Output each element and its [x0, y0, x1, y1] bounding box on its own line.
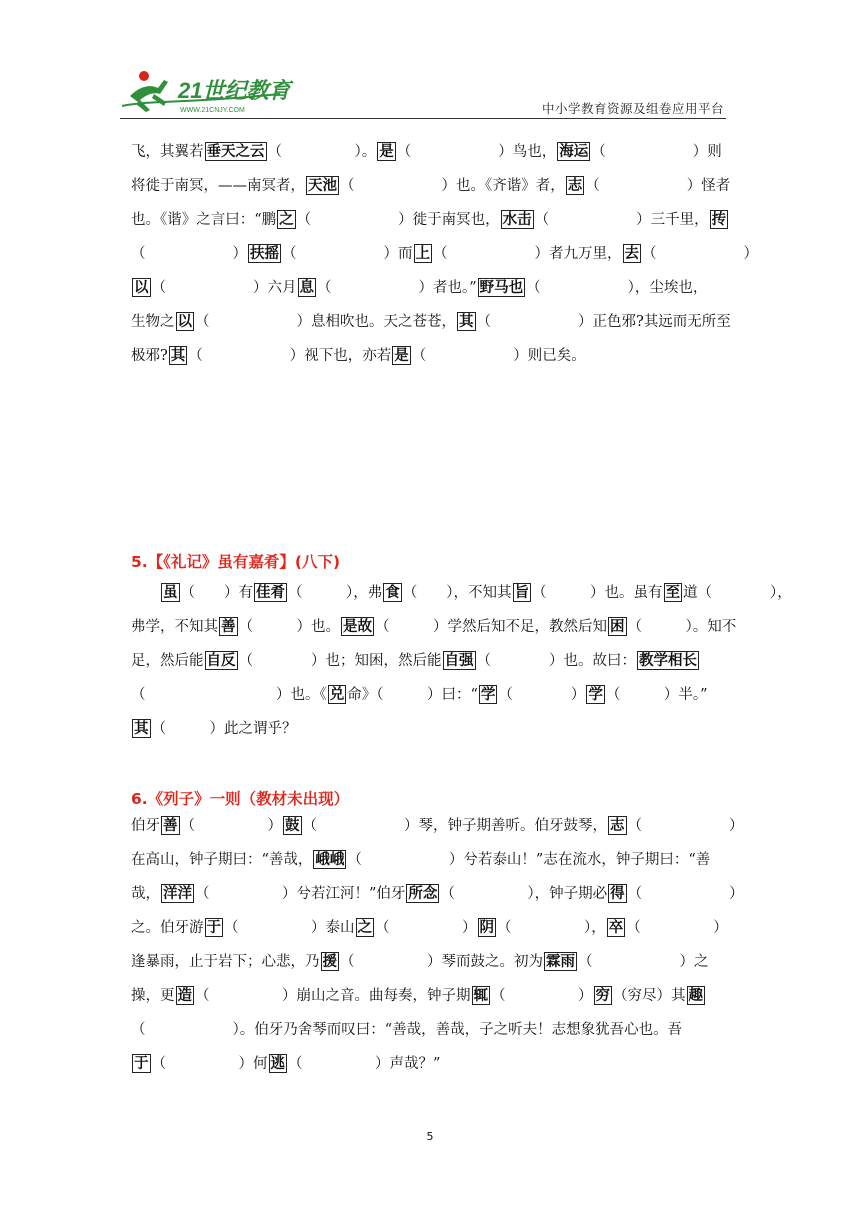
- keyword-box: 困: [610, 618, 625, 635]
- text-run: （ ）也。虽有: [532, 585, 663, 601]
- keyword-box: 水击: [502, 211, 532, 228]
- keyword-box: 霖雨: [546, 953, 575, 970]
- text-run: （ ）: [642, 246, 758, 262]
- keyword-box: 善: [163, 817, 178, 834]
- text-run: [131, 585, 160, 601]
- text-run: （ ）鸟也，: [396, 144, 557, 160]
- keyword-box: 息: [299, 279, 314, 296]
- keyword-box: 辄: [473, 987, 488, 1004]
- keyword-box: 天池: [308, 177, 337, 194]
- section6-title: 6.《列子》一则（教材未出现）: [131, 790, 350, 808]
- text-run: （ ）息相吹也。天之苍苍，: [195, 314, 456, 330]
- keyword-box: 至: [665, 584, 680, 601]
- text-run: （ ）。伯牙乃舍琴而叹曰：“善哉，善哉，子之听夫！志想象犹吾心也。吾: [131, 1022, 683, 1038]
- keyword-box: 之: [279, 211, 294, 228]
- keyword-box: 兑: [329, 686, 345, 703]
- section4-text: [131, 135, 758, 373]
- section5-title: 5.【《礼记》虽有嘉肴】(八下): [131, 553, 341, 571]
- keyword-box: 所念: [408, 885, 438, 902]
- text-run: （ ）声哉？”: [288, 1056, 441, 1072]
- keyword-box: 以: [177, 313, 192, 330]
- text-run: （ ）半。”: [605, 687, 708, 703]
- keyword-box: 善: [221, 618, 236, 635]
- text-run: （ ）: [627, 886, 744, 902]
- text-run: （ ）琴而鼓之。初为: [340, 954, 543, 970]
- platform-name: 中小学教育资源及组卷应用平台: [541, 101, 724, 116]
- keyword-box: 是故: [343, 618, 372, 635]
- text-run: （ ），尘埃也，: [526, 280, 708, 296]
- keyword-box: 洋洋: [163, 885, 192, 902]
- text-run: 生物之: [131, 314, 175, 330]
- text-run: （ ），钟子期必: [440, 886, 608, 902]
- text-run: 弗学，不知其: [131, 619, 218, 635]
- text-run: （ ）也。《: [131, 687, 327, 703]
- text-run: （ ）也。故曰：: [476, 653, 636, 669]
- keyword-box: 野马也: [479, 279, 524, 296]
- keyword-box: 是: [394, 347, 409, 364]
- text-line: [131, 678, 731, 712]
- text-run: 哉，: [131, 886, 160, 902]
- text-run: （ ）。: [267, 144, 377, 160]
- text-run: （ ）也。《齐谐》者，: [340, 178, 565, 194]
- text-line: [131, 979, 731, 1013]
- keyword-box: 志: [567, 177, 583, 194]
- keyword-box: 自反: [206, 652, 236, 669]
- text-run: （ ）琴，钟子期善听。伯牙鼓琴，: [302, 818, 607, 834]
- text-run: （ ）何: [151, 1056, 268, 1072]
- keyword-box: 其: [134, 720, 149, 737]
- text-line: [131, 237, 758, 271]
- keyword-box: 穷: [595, 987, 610, 1004]
- text-run: （ ）: [626, 920, 728, 936]
- text-line: [131, 644, 731, 678]
- text-run: （ ）。知不: [627, 619, 737, 635]
- text-run: 命》（ ）曰：“: [347, 687, 478, 703]
- text-run: （ ）: [180, 818, 282, 834]
- text-run: 之。伯牙游: [131, 920, 204, 936]
- text-run: （ ），: [497, 920, 606, 936]
- text-line: [131, 911, 731, 945]
- keyword-box: 教学相长: [639, 652, 697, 669]
- text-run: （ ）: [627, 818, 744, 834]
- text-line: [131, 271, 731, 305]
- text-run: （ ）也。: [238, 619, 340, 635]
- text-run: （ ）视下也，亦若: [188, 348, 392, 364]
- logo-url: WWW.21CNJY.COM: [180, 107, 245, 114]
- text-run: （ ）: [131, 246, 247, 262]
- text-run: （ ）兮若江河！”伯牙: [195, 886, 406, 902]
- section5-text: [131, 576, 792, 746]
- keyword-box: 以: [134, 279, 149, 296]
- keyword-box: 扶摇: [250, 245, 279, 262]
- text-run: （ ）学然后知不足，教然后知: [375, 619, 607, 635]
- keyword-box: 趣: [688, 987, 703, 1004]
- text-run: 道（ ），: [683, 585, 792, 601]
- text-run: 伯牙: [131, 818, 160, 834]
- keyword-box: 是: [379, 143, 394, 160]
- text-run: （ ）六月: [151, 280, 297, 296]
- text-run: （ ）怪者: [585, 178, 731, 194]
- text-run: （ ）三千里，: [534, 212, 709, 228]
- keyword-box: 自强: [444, 652, 474, 669]
- text-run: （ ）则已矣。: [411, 348, 586, 364]
- text-run: （ ）之: [578, 954, 709, 970]
- keyword-box: 于: [206, 919, 221, 936]
- text-run: （ ）: [491, 988, 593, 1004]
- text-run: （ ）徙于南冥也，: [296, 212, 500, 228]
- keyword-box: 佳肴: [256, 584, 285, 601]
- text-line: [131, 843, 731, 877]
- keyword-box: 上: [415, 245, 430, 262]
- logo: [120, 66, 320, 118]
- text-run: 操，更: [131, 988, 175, 1004]
- text-line: [131, 305, 731, 339]
- keyword-box: 援: [322, 953, 337, 970]
- page-number: 5: [426, 1130, 434, 1143]
- text-run: （ ）也；知困，然后能: [238, 653, 442, 669]
- logo-text: 21世纪教育: [178, 78, 291, 103]
- text-run: 极邪?: [131, 348, 168, 364]
- text-run: 也。《谐》之言曰：“鹏: [131, 212, 277, 228]
- text-run: （ ）而: [282, 246, 413, 262]
- text-line: [131, 945, 731, 979]
- keyword-box: 于: [134, 1055, 149, 1072]
- keyword-box: 去: [624, 245, 639, 262]
- keyword-box: 食: [385, 584, 400, 601]
- text-run: （ ）兮若泰山！”志在流水，钟子期曰：“善: [347, 852, 711, 868]
- text-run: 将徙于南冥，——南冥者，: [131, 178, 305, 194]
- text-run: （ ），不知其: [402, 585, 512, 601]
- keyword-box: 抟: [711, 211, 727, 228]
- header-divider: [120, 118, 726, 119]
- text-line: [131, 712, 731, 746]
- text-line: [131, 203, 731, 237]
- text-run: （ ）: [498, 687, 586, 703]
- text-run: （ ）崩山之音。曲每奏，钟子期: [195, 988, 471, 1004]
- text-run: （穷尽）其: [613, 988, 686, 1004]
- text-run: （ ）则: [591, 144, 722, 160]
- keyword-box: 旨: [514, 584, 529, 601]
- keyword-box: 学: [588, 686, 603, 703]
- section6-text: [131, 809, 744, 1081]
- text-line: [131, 809, 744, 843]
- text-line: [131, 610, 737, 644]
- text-run: （ ）者也。”: [317, 280, 477, 296]
- keyword-box: 阴: [479, 919, 494, 936]
- keyword-box: 学: [480, 686, 496, 703]
- text-line: [131, 1013, 731, 1047]
- text-run: （ ）有: [180, 585, 253, 601]
- text-run: （ ）此之谓乎？: [151, 721, 297, 737]
- keyword-box: 垂天之云: [206, 143, 265, 160]
- text-line: [131, 1047, 731, 1081]
- keyword-box: 卒: [608, 919, 624, 936]
- keyword-box: 造: [177, 987, 192, 1004]
- text-run: （ ），弗: [288, 585, 383, 601]
- keyword-box: 志: [610, 817, 625, 834]
- text-run: （ ）泰山: [224, 920, 355, 936]
- keyword-box: 峨峨: [315, 851, 345, 868]
- text-run: 飞，其翼若: [131, 144, 204, 160]
- text-run: 逢暴雨，止于岩下；心悲，乃: [131, 954, 320, 970]
- keyword-box: 之: [357, 919, 372, 936]
- text-line: [131, 576, 792, 610]
- keyword-box: 海运: [559, 143, 589, 160]
- page-header: [120, 66, 726, 118]
- keyword-box: 逃: [270, 1055, 285, 1072]
- keyword-box: 虽: [163, 584, 178, 601]
- text-line: [131, 877, 744, 911]
- text-line: [131, 339, 731, 373]
- text-run: （ ）正色邪?其远而无所至: [476, 314, 731, 330]
- text-run: （ ）者九万里，: [433, 246, 622, 262]
- keyword-box: 其: [459, 313, 474, 330]
- keyword-box: 得: [610, 885, 625, 902]
- keyword-box: 其: [170, 347, 186, 364]
- keyword-box: 鼓: [285, 817, 300, 834]
- text-run: 足，然后能: [131, 653, 204, 669]
- text-run: （ ）: [375, 920, 477, 936]
- text-line: [131, 169, 731, 203]
- text-line: [131, 135, 731, 169]
- text-run: 在高山，钟子期曰：“善哉，: [131, 852, 313, 868]
